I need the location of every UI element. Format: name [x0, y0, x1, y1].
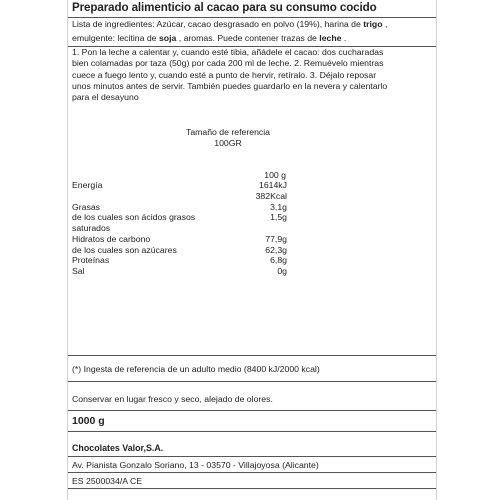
ingredients-list: [72, 18, 432, 45]
address-divider: [68, 472, 436, 473]
storage-instructions: Conservar en lugar fresco y seco, alejado de olores.: [72, 394, 273, 404]
nutrition-column-header: 100 g: [264, 170, 286, 180]
weight-divider: [68, 431, 436, 432]
storage-divider: [68, 410, 436, 411]
nutrition-divider: [68, 355, 436, 356]
preparation-line: unos minutos antes de servir. También puedes guardarlo en la nevera y calentarlo: [72, 80, 388, 91]
bottom-divider: [68, 488, 436, 489]
preparation-line: 1. Pon la leche a calentar y, cuando esté tibia, añádele el cacao: dos cucharadas: [72, 47, 384, 57]
preparation-line: para el desayuno: [72, 92, 139, 103]
allergen-leche: leche: [319, 32, 342, 43]
reference-size: [168, 127, 288, 149]
reference-value: 100GR: [214, 138, 242, 148]
ingredients-line: Lista de ingredientes: Azúcar, cacao desgrasado en polvo (19%), harina de trigo ,: [72, 19, 388, 29]
allergen-soja: soja: [158, 32, 177, 43]
reference-label: Tamaño de referencia: [185, 127, 271, 137]
preparation-line: cuece a fuego lento y, cuando esté a punto de hervir, retíralo. 3. Déjalo reposar: [72, 69, 377, 80]
preparation-instructions: [72, 47, 432, 103]
footnote-divider: [68, 381, 436, 382]
company-address: Av. Pianista Gonzalo Soriano, 13 - 03570 - Villajoyosa (Alicante): [72, 460, 319, 470]
health-mark: ES 2500034/A CE: [72, 476, 143, 486]
preparation-line: bien colamadas por taza (50g) por cada 200 ml de leche. 2. Remuévelo mientras: [72, 58, 384, 69]
company-divider: [68, 456, 436, 457]
net-weight: 1000 g: [72, 415, 105, 427]
allergen-trigo: trigo: [363, 19, 383, 29]
company-name: Chocolates Valor,S.A.: [72, 443, 164, 453]
nutrition-label: Preparado alimenticio al cacao para su consumo cocido Lista de ingredientes: Azúcar, cacao desgrasado en polvo (19%), harina de trigo , emulgente: lecitina de soja , aromas. Puede contener trazas de leche . 1. Pon la leche a calentar y, cuando esté tibia, añádele el cacao: dos cucharadas bien colamadas por taza (50g) por cada 200 ml de leche. 2. Remuévelo mientras cuece a fuego lento y, cuando esté a punto de hervir, retíralo. 3. Déjalo reposar unos minutos antes de servir. También puedes guardarlo en la nevera y calentarlo para el desayuno Tamaño de referencia 100GR 100 g Energía 1614kJ 382Kcal Grasas 3,1g de los cuales son ácidos grasos 1,5g saturados Hidratos de carbono 77,9g de los cuales son azúcares 62,3g Proteínas 6,8g Sal 0g (*) Ingesta de referencia de un adulto medio (8400 kJ/2000 kcal) Conservar en lugar fresco y seco, alejado de olores. 1000 g Chocolates Valor,S.A. Av. Pianista Gonzalo Soriano, 13 - 03570 - Villajoyosa (Alicante) ES 2500034/A CE: [67, 0, 437, 500]
product-title: Preparado alimenticio al cacao para su consumo cocido: [72, 1, 377, 14]
reference-intake-note: (*) Ingesta de referencia de un adulto medio (8400 kJ/2000 kcal): [72, 364, 320, 374]
ingredients-line: emulgente: lecitina de soja , aromas. Puede contener trazas de leche .: [72, 32, 347, 43]
